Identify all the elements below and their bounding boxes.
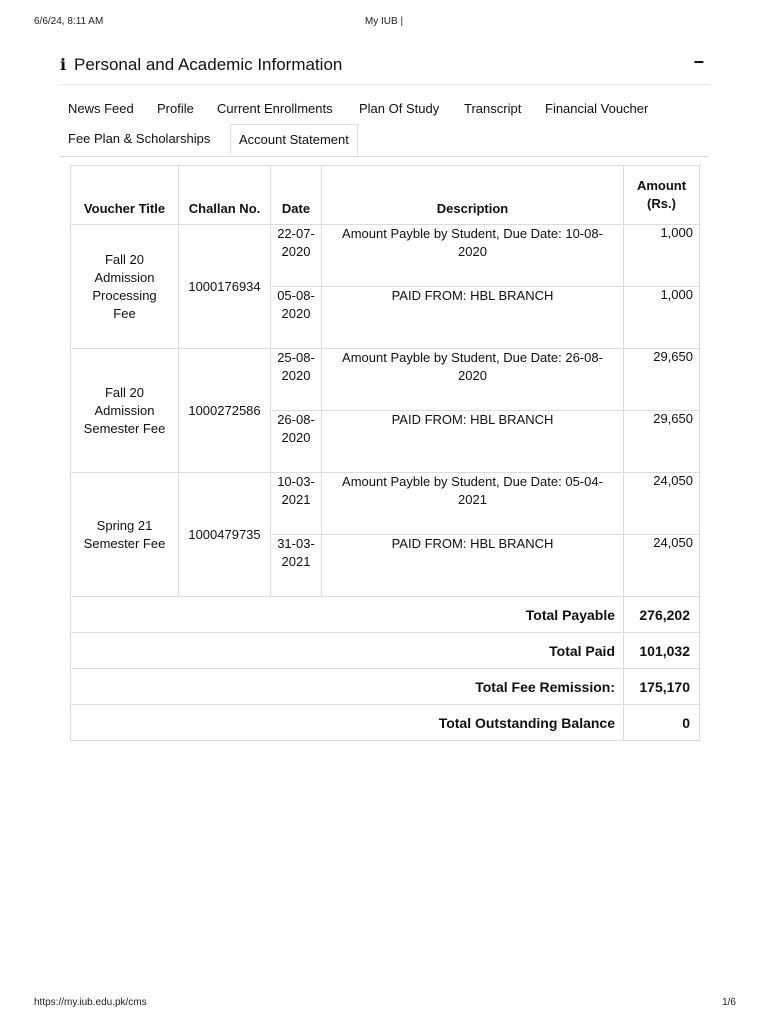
header-description: Description — [322, 166, 624, 225]
total-outstanding-value: 0 — [624, 705, 700, 741]
entry-date: 25-08-2020 — [271, 349, 322, 411]
entry-amount: 29,650 — [624, 349, 700, 411]
total-outstanding-row — [71, 705, 700, 741]
tab-profile[interactable]: Profile — [157, 101, 194, 116]
entry-amount: 29,650 — [624, 411, 700, 473]
tab-transcript[interactable]: Transcript — [464, 101, 522, 116]
entry-date: 10-03-2021 — [271, 473, 322, 535]
tab-account-statement[interactable]: Account Statement — [230, 124, 358, 155]
print-date: 6/6/24, 8:11 AM — [34, 16, 104, 27]
total-paid-row — [71, 633, 700, 669]
challan-number: 1000176934 — [179, 225, 271, 349]
entry-date: 26-08-2020 — [271, 411, 322, 473]
voucher-title: Fall 20 Admission Semester Fee — [71, 349, 179, 473]
entry-description: PAID FROM: HBL BRANCH — [322, 411, 624, 473]
entry-date: 22-07-2020 — [271, 225, 322, 287]
entry-description: PAID FROM: HBL BRANCH — [322, 535, 624, 597]
entry-amount: 1,000 — [624, 225, 700, 287]
entry-description: PAID FROM: HBL BRANCH — [322, 287, 624, 349]
header-challan-no: Challan No. — [179, 166, 271, 225]
entry-amount: 24,050 — [624, 473, 700, 535]
total-fee-remission-value: 175,170 — [624, 669, 700, 705]
voucher-title: Spring 21 Semester Fee — [71, 473, 179, 597]
header-date: Date — [271, 166, 322, 225]
panel-title — [60, 55, 342, 75]
total-fee-remission-label: Total Fee Remission: — [71, 669, 624, 705]
entry-description: Amount Payble by Student, Due Date: 05-04-2021 — [322, 473, 624, 535]
tab-plan-of-study[interactable]: Plan Of Study — [359, 101, 440, 116]
print-page-title: My IUB | — [364, 16, 404, 27]
total-paid-value: 101,032 — [624, 633, 700, 669]
total-fee-remission-row — [71, 669, 700, 705]
print-url: https://my.iub.edu.pk/cms — [34, 997, 147, 1008]
entry-date: 05-08-2020 — [271, 287, 322, 349]
entry-date: 31-03-2021 — [271, 535, 322, 597]
tab-bar — [60, 94, 708, 157]
tab-fee-plan-scholarships[interactable]: Fee Plan & Scholarships — [68, 131, 211, 146]
total-payable-value: 276,202 — [624, 597, 700, 633]
voucher-title: Fall 20 Admission Processing Fee — [71, 225, 179, 349]
total-outstanding-label: Total Outstanding Balance — [71, 705, 624, 741]
entry-description: Amount Payble by Student, Due Date: 26-08-2020 — [322, 349, 624, 411]
table-header-row — [71, 166, 700, 225]
table-row — [71, 225, 700, 287]
total-paid-label: Total Paid — [71, 633, 624, 669]
print-page-number: 1/6 — [722, 997, 736, 1008]
tab-current-enrollments[interactable]: Current Enrollments — [217, 101, 333, 116]
challan-number: 1000479735 — [179, 473, 271, 597]
account-statement-table — [70, 165, 700, 741]
challan-number: 1000272586 — [179, 349, 271, 473]
table-row — [71, 473, 700, 535]
info-icon: i — [60, 55, 67, 74]
total-payable-row — [71, 597, 700, 633]
table-row — [71, 349, 700, 411]
header-voucher-title: Voucher Title — [71, 166, 179, 225]
tab-news-feed[interactable]: News Feed — [68, 101, 134, 116]
total-payable-label: Total Payable — [71, 597, 624, 633]
panel-title-text: Personal and Academic Information — [74, 55, 343, 74]
entry-amount: 1,000 — [624, 287, 700, 349]
entry-description: Amount Payble by Student, Due Date: 10-08-2020 — [322, 225, 624, 287]
collapse-button[interactable]: − — [693, 52, 704, 72]
entry-amount: 24,050 — [624, 535, 700, 597]
tab-financial-voucher[interactable]: Financial Voucher — [545, 101, 649, 116]
panel-header — [60, 52, 710, 85]
header-amount: Amount (Rs.) — [624, 166, 700, 225]
